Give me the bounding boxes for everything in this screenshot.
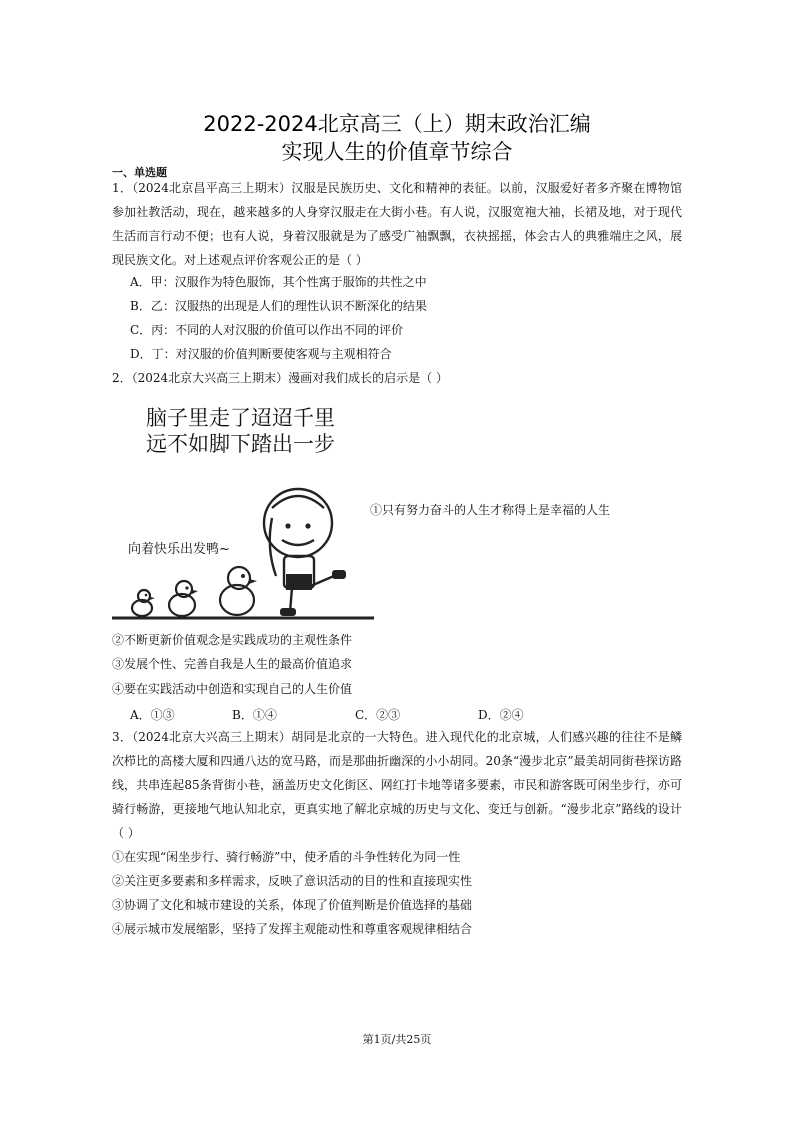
question-1-option-d: D．丁：对汉服的价值判断要使客观与主观相符合: [130, 347, 392, 361]
question-1-stem: 1．（2024北京昌平高三上期末）汉服是民族历史、文化和精神的表征。以前，汉服爱好者多齐聚在博物馆参加社教活动，现在，越来越多的人身穿汉服走在大街小巷。有人说，汉服宽袍大袖，长裙及地，对于现代生活而言行动不便；也有人说，身着汉服就是为了感受广袖飘飘，衣袂摇摇，体会古人的典雅端庄之风，展现民族文化。对上述观点评价客观公正的是（ ）: [112, 181, 682, 267]
question-3-statement-4: ④展示城市发展缩影，坚持了发挥主观能动性和尊重客观规律相结合: [112, 922, 473, 936]
document-title: 2022-2024北京高三（上）期末政治汇编: [203, 112, 591, 136]
document-subtitle: 实现人生的价值章节综合: [281, 140, 513, 164]
question-2-statement-2: ②不断更新价值观念是实践成功的主观性条件: [112, 633, 353, 647]
question-2-statement-1: ①只有努力奋斗的人生才称得上是幸福的人生: [370, 503, 611, 517]
question-1-option-a: A．甲：汉服作为特色服饰，其个性寓于服饰的共性之中: [130, 275, 427, 289]
cartoon-caption-line-2: 远不如脚下踏出一步: [146, 432, 335, 456]
question-3-stem: 3．（2024北京大兴高三上期末）胡同是北京的一大特色。进入现代化的北京城，人们感兴趣的往往不是鳞次栉比的高楼大厦和四通八达的宽马路，而是那曲折幽深的小小胡同。20条“漫步北京”最美胡同街巷探访路线，共串连起85条背街小巷，涵盖历史文化街区、网红打卡地等诸多要素，市民和游客既可闲坐步行，亦可骑行畅游，更接地气地认知北京，更真实地了解北京城的历史与文化、变迁与创新。“漫步北京”路线的设计（ ）: [112, 730, 682, 840]
question-3-statement-3: ③协调了文化和城市建设的关系，体现了价值判断是价值选择的基础: [112, 898, 473, 912]
question-2-stem: 2．（2024北京大兴高三上期末）漫画对我们成长的启示是（ ）: [112, 371, 448, 385]
question-1-option-c: C．丙：不同的人对汉服的价值可以作出不同的评价: [130, 323, 404, 337]
question-2-statement-3: ③发展个性、完善自我是人生的最高价值追求: [112, 657, 353, 671]
question-1-option-b: B．乙：汉服热的出现是人们的理性认识不断深化的结果: [130, 299, 427, 313]
question-2-choice-c: C．②③: [355, 708, 401, 722]
question-3-statement-1: ①在实现“闲坐步行、骑行畅游”中，使矛盾的斗争性转化为同一性: [112, 850, 461, 864]
page-number: 第1页/共25页: [362, 1033, 432, 1046]
section-label: 一、单选题: [112, 166, 167, 179]
cartoon-caption-line-1: 脑子里走了迢迢千里: [146, 406, 335, 430]
cartoon-illustration: [112, 398, 382, 622]
question-2-choice-a: A．①③: [130, 708, 175, 722]
cartoon-speech-text: 向着快乐出发鸭~: [128, 542, 230, 557]
question-2-statement-4: ④要在实践活动中创造和实现自己的人生价值: [112, 682, 353, 696]
question-3-statement-2: ②关注更多要素和多样需求，反映了意识活动的目的性和直接现实性: [112, 874, 473, 888]
question-2-choice-b: B．①④: [232, 708, 277, 722]
question-2-choice-d: D．②④: [478, 708, 524, 722]
